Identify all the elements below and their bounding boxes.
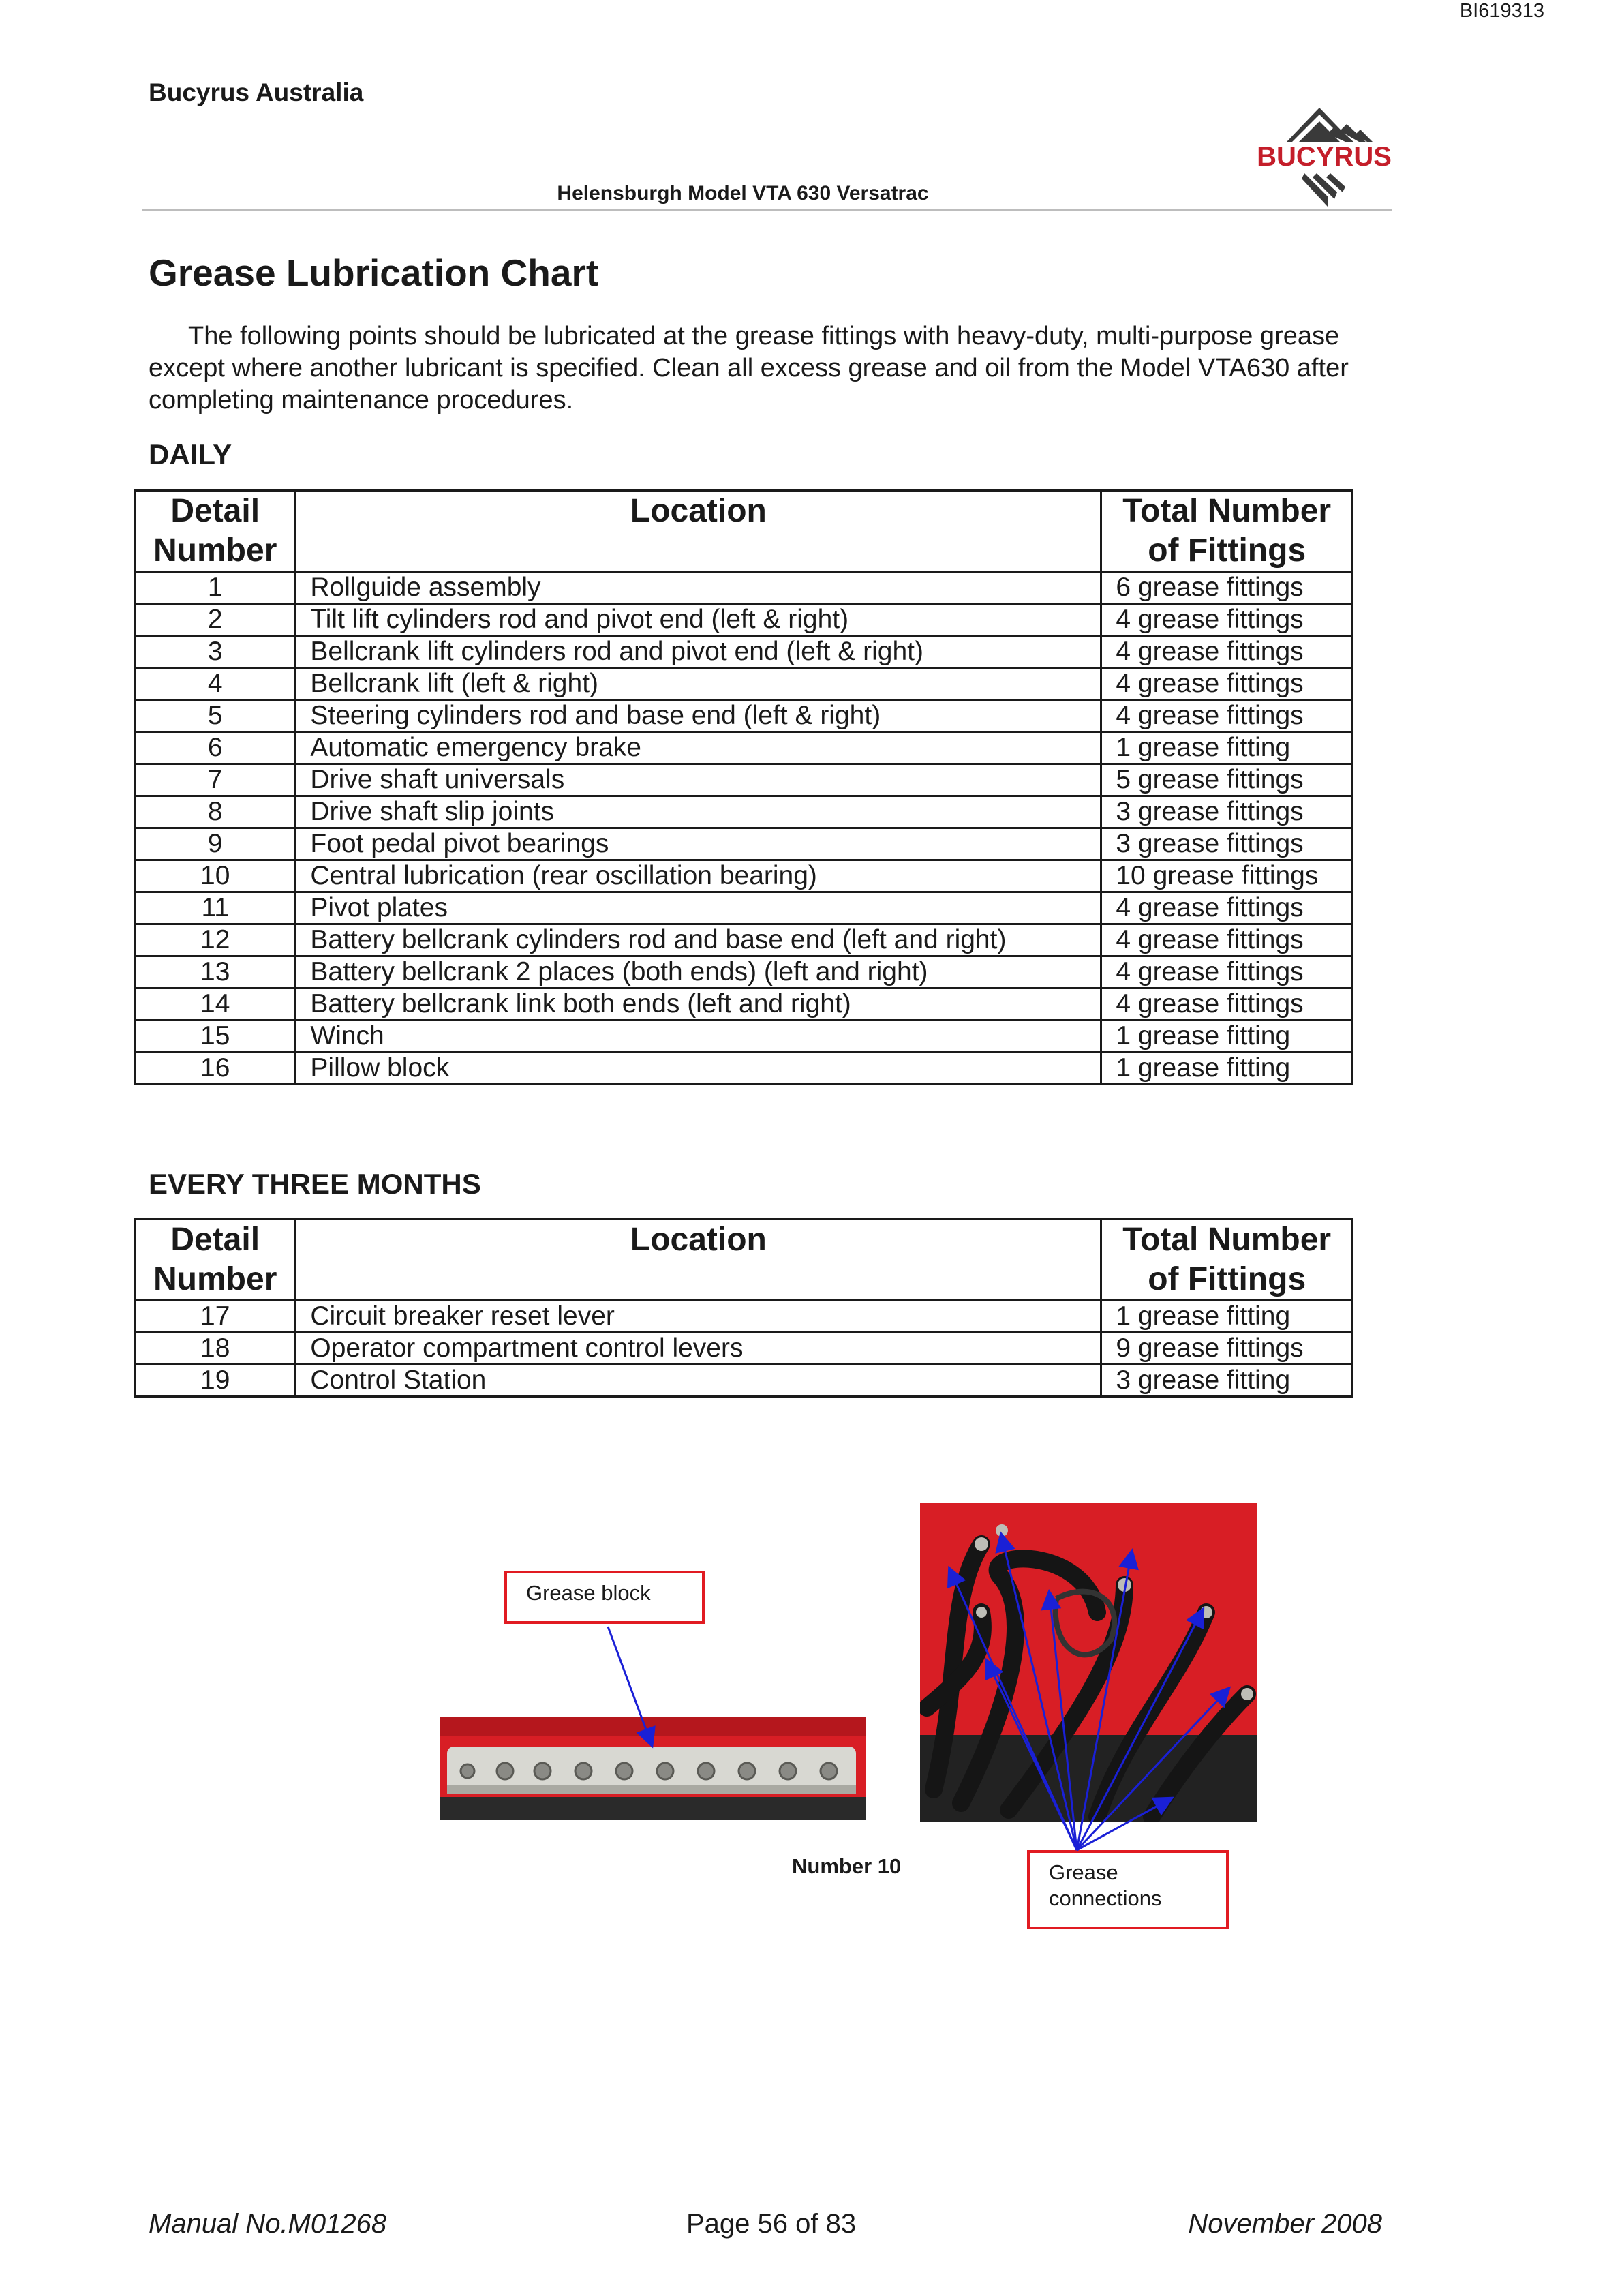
location-cell: Automatic emergency brake bbox=[296, 732, 1101, 764]
fittings-count-cell: 1 grease fitting bbox=[1101, 1301, 1353, 1333]
fittings-count-cell: 4 grease fittings bbox=[1101, 700, 1353, 732]
detail-number-cell: 1 bbox=[135, 572, 296, 604]
location-cell: Circuit breaker reset lever bbox=[296, 1301, 1101, 1333]
location-cell: Control Station bbox=[296, 1365, 1101, 1397]
table-row bbox=[135, 572, 1353, 604]
fittings-count-cell: 10 grease fittings bbox=[1101, 860, 1353, 892]
table-row bbox=[135, 732, 1353, 764]
location-cell: Battery bellcrank link both ends (left and right) bbox=[296, 988, 1101, 1021]
intro-paragraph: The following points should be lubricated at the grease fittings with heavy-duty, multi-purpose grease except where another lubricant is specified. Clean all excess grease and oil from the Model VTA630 after completing maintenance procedures. bbox=[149, 322, 1349, 414]
location-cell: Rollguide assembly bbox=[296, 572, 1101, 604]
table-row bbox=[135, 636, 1353, 668]
fittings-count-cell: 3 grease fittings bbox=[1101, 828, 1353, 860]
fittings-count-cell: 4 grease fittings bbox=[1101, 956, 1353, 988]
table-row bbox=[135, 604, 1353, 636]
location-cell: Central lubrication (rear oscillation bearing) bbox=[296, 860, 1101, 892]
table-row bbox=[135, 892, 1353, 924]
location-cell: Bellcrank lift cylinders rod and pivot end (left & right) bbox=[296, 636, 1101, 668]
fittings-count-cell: 3 grease fittings bbox=[1101, 796, 1353, 828]
detail-number-cell: 12 bbox=[135, 924, 296, 956]
detail-number-cell: 17 bbox=[135, 1301, 296, 1333]
total-fittings-header: Total Number of Fittings bbox=[1101, 491, 1353, 572]
daily-rows bbox=[135, 572, 1353, 1085]
fittings-count-cell: 4 grease fittings bbox=[1101, 988, 1353, 1021]
detail-number-cell: 11 bbox=[135, 892, 296, 924]
location-cell: Drive shaft universals bbox=[296, 764, 1101, 796]
location-cell: Pillow block bbox=[296, 1053, 1101, 1085]
figure-caption: Number 10 bbox=[792, 1854, 902, 1878]
fittings-count-cell: 6 grease fittings bbox=[1101, 572, 1353, 604]
document-subtitle: Helensburgh Model VTA 630 Versatrac bbox=[557, 182, 929, 205]
table-row bbox=[135, 988, 1353, 1021]
table-row bbox=[135, 700, 1353, 732]
table-row bbox=[135, 1301, 1353, 1333]
table-row bbox=[135, 1053, 1353, 1085]
detail-number-cell: 13 bbox=[135, 956, 296, 988]
table-row bbox=[135, 924, 1353, 956]
detail-number-cell: 16 bbox=[135, 1053, 296, 1085]
daily-heading: DAILY bbox=[149, 438, 232, 470]
fittings-count-cell: 1 grease fitting bbox=[1101, 732, 1353, 764]
table-header-row bbox=[135, 491, 1353, 572]
table-row bbox=[135, 668, 1353, 700]
location-cell: Steering cylinders rod and base end (left & right) bbox=[296, 700, 1101, 732]
footer-page-number: Page 56 of 83 bbox=[686, 2209, 857, 2239]
table-header-row bbox=[135, 1220, 1353, 1301]
location-cell: Pivot plates bbox=[296, 892, 1101, 924]
location-cell: Bellcrank lift (left & right) bbox=[296, 668, 1101, 700]
location-cell: Battery bellcrank cylinders rod and base end (left and right) bbox=[296, 924, 1101, 956]
fittings-count-cell: 1 grease fitting bbox=[1101, 1021, 1353, 1053]
detail-number-cell: 15 bbox=[135, 1021, 296, 1053]
detail-number-cell: 9 bbox=[135, 828, 296, 860]
table-row bbox=[135, 796, 1353, 828]
detail-number-header: Detail Number bbox=[135, 1220, 296, 1301]
daily-table bbox=[134, 489, 1353, 1085]
bucyrus-logo bbox=[1246, 108, 1403, 207]
detail-number-cell: 3 bbox=[135, 636, 296, 668]
detail-number-cell: 8 bbox=[135, 796, 296, 828]
grease-block-callout: Grease block bbox=[504, 1571, 705, 1624]
fittings-count-cell: 4 grease fittings bbox=[1101, 604, 1353, 636]
location-cell: Winch bbox=[296, 1021, 1101, 1053]
detail-number-cell: 4 bbox=[135, 668, 296, 700]
fittings-count-cell: 4 grease fittings bbox=[1101, 668, 1353, 700]
table-row bbox=[135, 1021, 1353, 1053]
detail-number-cell: 14 bbox=[135, 988, 296, 1021]
table-row bbox=[135, 764, 1353, 796]
detail-number-cell: 7 bbox=[135, 764, 296, 796]
detail-number-cell: 5 bbox=[135, 700, 296, 732]
grease-block-photo bbox=[440, 1717, 866, 1820]
header-divider bbox=[142, 209, 1392, 211]
page-title: Grease Lubrication Chart bbox=[149, 252, 599, 294]
detail-number-header: Detail Number bbox=[135, 491, 296, 572]
table-row bbox=[135, 1365, 1353, 1397]
company-name: Bucyrus Australia bbox=[149, 78, 364, 106]
table-row bbox=[135, 828, 1353, 860]
table-row bbox=[135, 956, 1353, 988]
fittings-count-cell: 5 grease fittings bbox=[1101, 764, 1353, 796]
quarterly-heading: EVERY THREE MONTHS bbox=[149, 1168, 481, 1200]
location-cell: Drive shaft slip joints bbox=[296, 796, 1101, 828]
document-id: BI619313 bbox=[1459, 0, 1544, 22]
location-header: Location bbox=[296, 1220, 1101, 1301]
logo-wordmark: BUCYRUS bbox=[1257, 142, 1392, 172]
grease-connections-callout: Grease connections bbox=[1027, 1850, 1229, 1929]
fittings-count-cell: 3 grease fitting bbox=[1101, 1365, 1353, 1397]
detail-number-cell: 10 bbox=[135, 860, 296, 892]
fittings-count-cell: 4 grease fittings bbox=[1101, 924, 1353, 956]
fittings-count-cell: 9 grease fittings bbox=[1101, 1333, 1353, 1365]
footer-manual-number: Manual No.M01268 bbox=[149, 2209, 387, 2239]
location-cell: Battery bellcrank 2 places (both ends) (left and right) bbox=[296, 956, 1101, 988]
detail-number-cell: 2 bbox=[135, 604, 296, 636]
footer-date: November 2008 bbox=[1188, 2209, 1382, 2239]
detail-number-cell: 18 bbox=[135, 1333, 296, 1365]
location-cell: Operator compartment control levers bbox=[296, 1333, 1101, 1365]
location-cell: Tilt lift cylinders rod and pivot end (left & right) bbox=[296, 604, 1101, 636]
quarterly-rows bbox=[135, 1301, 1353, 1397]
table-row bbox=[135, 1333, 1353, 1365]
fittings-count-cell: 4 grease fittings bbox=[1101, 892, 1353, 924]
detail-number-cell: 6 bbox=[135, 732, 296, 764]
total-fittings-header: Total Number of Fittings bbox=[1101, 1220, 1353, 1301]
table-row bbox=[135, 860, 1353, 892]
location-cell: Foot pedal pivot bearings bbox=[296, 828, 1101, 860]
grease-connections-photo bbox=[920, 1503, 1257, 1822]
detail-number-cell: 19 bbox=[135, 1365, 296, 1397]
quarterly-table bbox=[134, 1218, 1353, 1398]
location-header: Location bbox=[296, 491, 1101, 572]
fittings-count-cell: 1 grease fitting bbox=[1101, 1053, 1353, 1085]
fittings-count-cell: 4 grease fittings bbox=[1101, 636, 1353, 668]
